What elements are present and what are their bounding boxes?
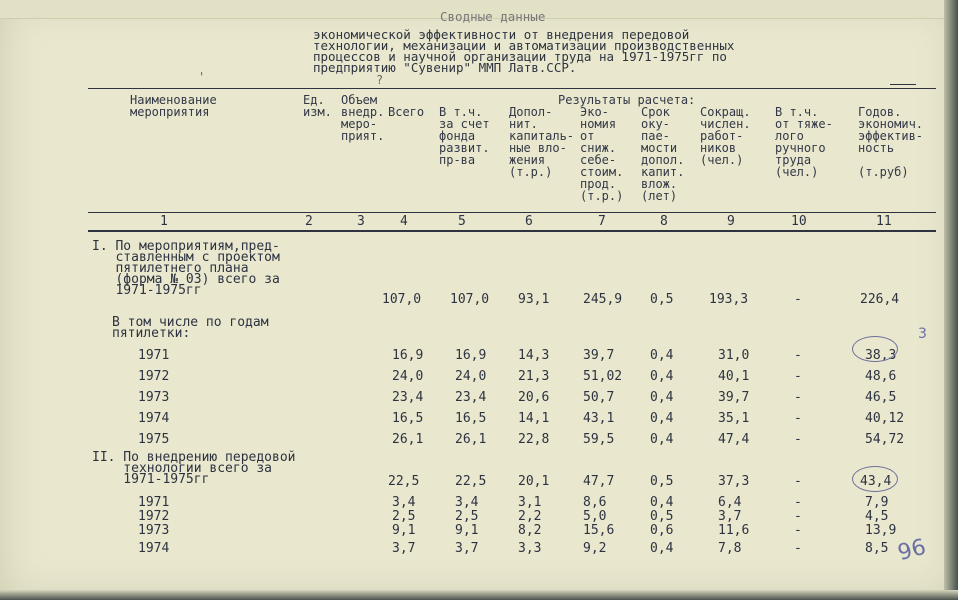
colnum-10: 10 (791, 214, 807, 229)
pen-circle-2 (852, 466, 898, 492)
s1-year-cell: 14,3 (518, 348, 550, 363)
s1-year-cell: 26,1 (455, 432, 487, 447)
s1-year-cell: 23,4 (392, 390, 424, 405)
s2-year-cell: 2,2 (518, 509, 542, 524)
s1-year-label: 1972 (138, 369, 170, 384)
col-header-total: Всего (388, 105, 425, 119)
header-top-rule (88, 88, 936, 89)
s2-year-cell: 13,9 (865, 523, 897, 538)
col-header-payback: Срок оку- пае- мости допол. капит. влож. (лет) (641, 105, 685, 203)
s1-total-c4: 107,0 (382, 292, 422, 307)
s1-year-cell: 16,9 (455, 348, 487, 363)
s1-year-cell: 38,3 (865, 348, 897, 363)
s2-year-label: 1973 (138, 523, 170, 538)
s1-year-cell: 23,4 (455, 390, 487, 405)
s2-year-cell: 6,4 (718, 495, 742, 510)
col-header-volume: Объем внедр. меро- прият. (341, 93, 385, 143)
s1-year-cell: 16,5 (392, 411, 424, 426)
col-header-annual: Годов. экономич. эффектив- ность (т.руб) (858, 105, 924, 179)
col-header-capital: Допол- нит. капиталь- ные вло- жения (т.р.) (509, 105, 575, 179)
s1-year-cell: 24,0 (455, 369, 487, 384)
s2-year-cell: 9,1 (455, 523, 479, 538)
s2-year-cell: - (794, 495, 802, 510)
colnum-4: 4 (400, 214, 408, 229)
s2-year-cell: 0,6 (650, 523, 674, 538)
s2-year-label: 1974 (138, 541, 170, 556)
s1-year-cell: 51,02 (583, 369, 623, 384)
s2-year-cell: 3,7 (718, 509, 742, 524)
s2-year-cell: 8,6 (583, 495, 607, 510)
s1-total-c6: 93,1 (518, 292, 550, 307)
s2-total-c5: 22,5 (455, 474, 487, 489)
s1-year-cell: 50,7 (583, 390, 615, 405)
s2-year-cell: 3,7 (455, 541, 479, 556)
s1-year-cell: 16,5 (455, 411, 487, 426)
colnum-3: 3 (357, 214, 365, 229)
s1-year-cell: 46,5 (865, 390, 897, 405)
s1-total-c11: 226,4 (860, 292, 900, 307)
s1-year-cell: 40,12 (865, 411, 905, 426)
s1-year-cell: 43,1 (583, 411, 615, 426)
s2-total-c9: 37,3 (718, 474, 750, 489)
s2-year-cell: - (794, 541, 802, 556)
col-header-results: Результаты расчета: (558, 93, 696, 107)
s1-by-years-label: В том числе по годам пятилетки: (112, 315, 269, 341)
page-bottom-edge (0, 590, 958, 600)
s2-year-cell: 4,5 (865, 509, 889, 524)
s2-year-cell: 9,2 (583, 541, 607, 556)
col-header-unit: Ед. изм. (303, 93, 332, 119)
s1-year-label: 1974 (138, 411, 170, 426)
s1-year-cell: 47,4 (718, 432, 750, 447)
s1-year-cell: - (794, 390, 802, 405)
s2-total-c10: - (794, 474, 802, 489)
s1-year-cell: - (794, 369, 802, 384)
s1-year-cell: 0,4 (650, 432, 674, 447)
s1-year-cell: 16,9 (392, 348, 424, 363)
s1-year-cell: - (794, 432, 802, 447)
s2-year-cell: 15,6 (583, 523, 615, 538)
s1-year-cell: 59,5 (583, 432, 615, 447)
s2-year-cell: 7,9 (865, 495, 889, 510)
question-mark-note: ? (376, 73, 384, 87)
s2-year-cell: 3,4 (392, 495, 416, 510)
title-line-0: Сводные данные (440, 9, 546, 24)
col-header-economy: Эко- номия от сниж. себе- стоим. прод. (т.р.) (580, 105, 624, 203)
s1-total-c9: 193,3 (709, 292, 749, 307)
s1-year-cell: 24,0 (392, 369, 424, 384)
s1-year-cell: - (794, 348, 802, 363)
colnum-bottom-rule (88, 230, 936, 232)
s2-year-cell: 0,5 (650, 509, 674, 524)
s2-year-cell: 3,3 (518, 541, 542, 556)
s1-year-label: 1973 (138, 390, 170, 405)
s1-year-cell: 54,72 (865, 432, 905, 447)
s2-year-cell: 5,0 (583, 509, 607, 524)
title-line-1: экономической эффективности от внедрения передовой (313, 27, 690, 42)
s2-year-cell: 11,6 (718, 523, 750, 538)
s2-year-cell: - (794, 523, 802, 538)
s1-year-cell: 20,6 (518, 390, 550, 405)
s1-total-c5: 107,0 (450, 292, 490, 307)
s2-year-cell: 3,1 (518, 495, 542, 510)
colnum-1: 1 (160, 214, 168, 229)
s1-year-cell: 39,7 (718, 390, 750, 405)
s2-year-cell: 9,1 (392, 523, 416, 538)
s1-year-cell: 48,6 (865, 369, 897, 384)
col-header-name: Наименование мероприятия (130, 93, 217, 119)
s2-year-cell: 2,5 (455, 509, 479, 524)
section-2-label: II. По внедрению передовой технологии всего за 1971-1975гг (92, 450, 296, 487)
title-line-3: процессов и научной организации труда на 1971-1975гг по (313, 49, 727, 64)
s2-total-c11: 43,4 (860, 474, 892, 489)
colnum-9: 9 (727, 214, 735, 229)
s1-year-cell: 26,1 (392, 432, 424, 447)
col-header-workers: Сокращ. числен. работ- ников (чел.) (700, 105, 751, 167)
s1-year-cell: 31,0 (718, 348, 750, 363)
s2-year-cell: 7,8 (718, 541, 742, 556)
s1-year-cell: 0,4 (650, 411, 674, 426)
colnum-7: 7 (598, 214, 606, 229)
s1-total-c10: - (794, 292, 802, 307)
s2-total-c7: 47,7 (583, 474, 615, 489)
s2-total-c8: 0,5 (650, 474, 674, 489)
s1-year-cell: - (794, 411, 802, 426)
s1-year-cell: 39,7 (583, 348, 615, 363)
s1-year-cell: 14,1 (518, 411, 550, 426)
s1-year-label: 1971 (138, 348, 170, 363)
s2-year-cell: 0,4 (650, 495, 674, 510)
s1-year-cell: 0,4 (650, 369, 674, 384)
header-bottom-rule (88, 212, 936, 213)
colnum-11: 11 (876, 214, 892, 229)
s2-year-cell: 0,4 (650, 541, 674, 556)
pen-mark-page: 96 (895, 534, 929, 567)
col-header-manual: В т.ч. от тяже- лого ручного труда (чел.) (775, 105, 833, 179)
s2-year-cell: 3,4 (455, 495, 479, 510)
colnum-6: 6 (525, 214, 533, 229)
colnum-2: 2 (305, 214, 313, 229)
s1-total-c7: 245,9 (583, 292, 623, 307)
s1-year-cell: 21,3 (518, 369, 550, 384)
colnum-8: 8 (660, 214, 668, 229)
s1-year-cell: 0,4 (650, 348, 674, 363)
s2-year-cell: 2,5 (392, 509, 416, 524)
s2-year-label: 1971 (138, 495, 170, 510)
s1-year-label: 1975 (138, 432, 170, 447)
s1-year-cell: 22,8 (518, 432, 550, 447)
pen-circle-1 (852, 336, 898, 362)
s2-total-c6: 20,1 (518, 474, 550, 489)
s2-year-cell: - (794, 509, 802, 524)
dot-mark: ' (198, 70, 206, 84)
s2-year-cell: 8,2 (518, 523, 542, 538)
section-1-label: I. По мероприятиям,пред- ставленным с проектом пятилетнего плана (форма № 03) всего за 1971-1975гг (92, 239, 280, 298)
s2-year-cell: 8,5 (865, 541, 889, 556)
binder-edge (944, 0, 958, 600)
s1-year-cell: 0,4 (650, 390, 674, 405)
right-dash (890, 84, 916, 85)
col-header-own-fund: В т.ч. за счет фонда развит. пр-ва (439, 105, 490, 167)
s2-year-label: 1972 (138, 509, 170, 524)
s1-year-cell: 35,1 (718, 411, 750, 426)
s2-year-cell: 3,7 (392, 541, 416, 556)
title-line-4: предприятию "Сувенир" ММП Латв.ССР. (313, 60, 577, 75)
s1-year-cell: 40,1 (718, 369, 750, 384)
colnum-5: 5 (458, 214, 466, 229)
s2-total-c4: 22,5 (388, 474, 420, 489)
s1-total-c8: 0,5 (650, 292, 674, 307)
pen-mark-3: 3 (918, 326, 927, 342)
title-line-2: технологии, механизации и автоматизации производственных (313, 38, 735, 53)
